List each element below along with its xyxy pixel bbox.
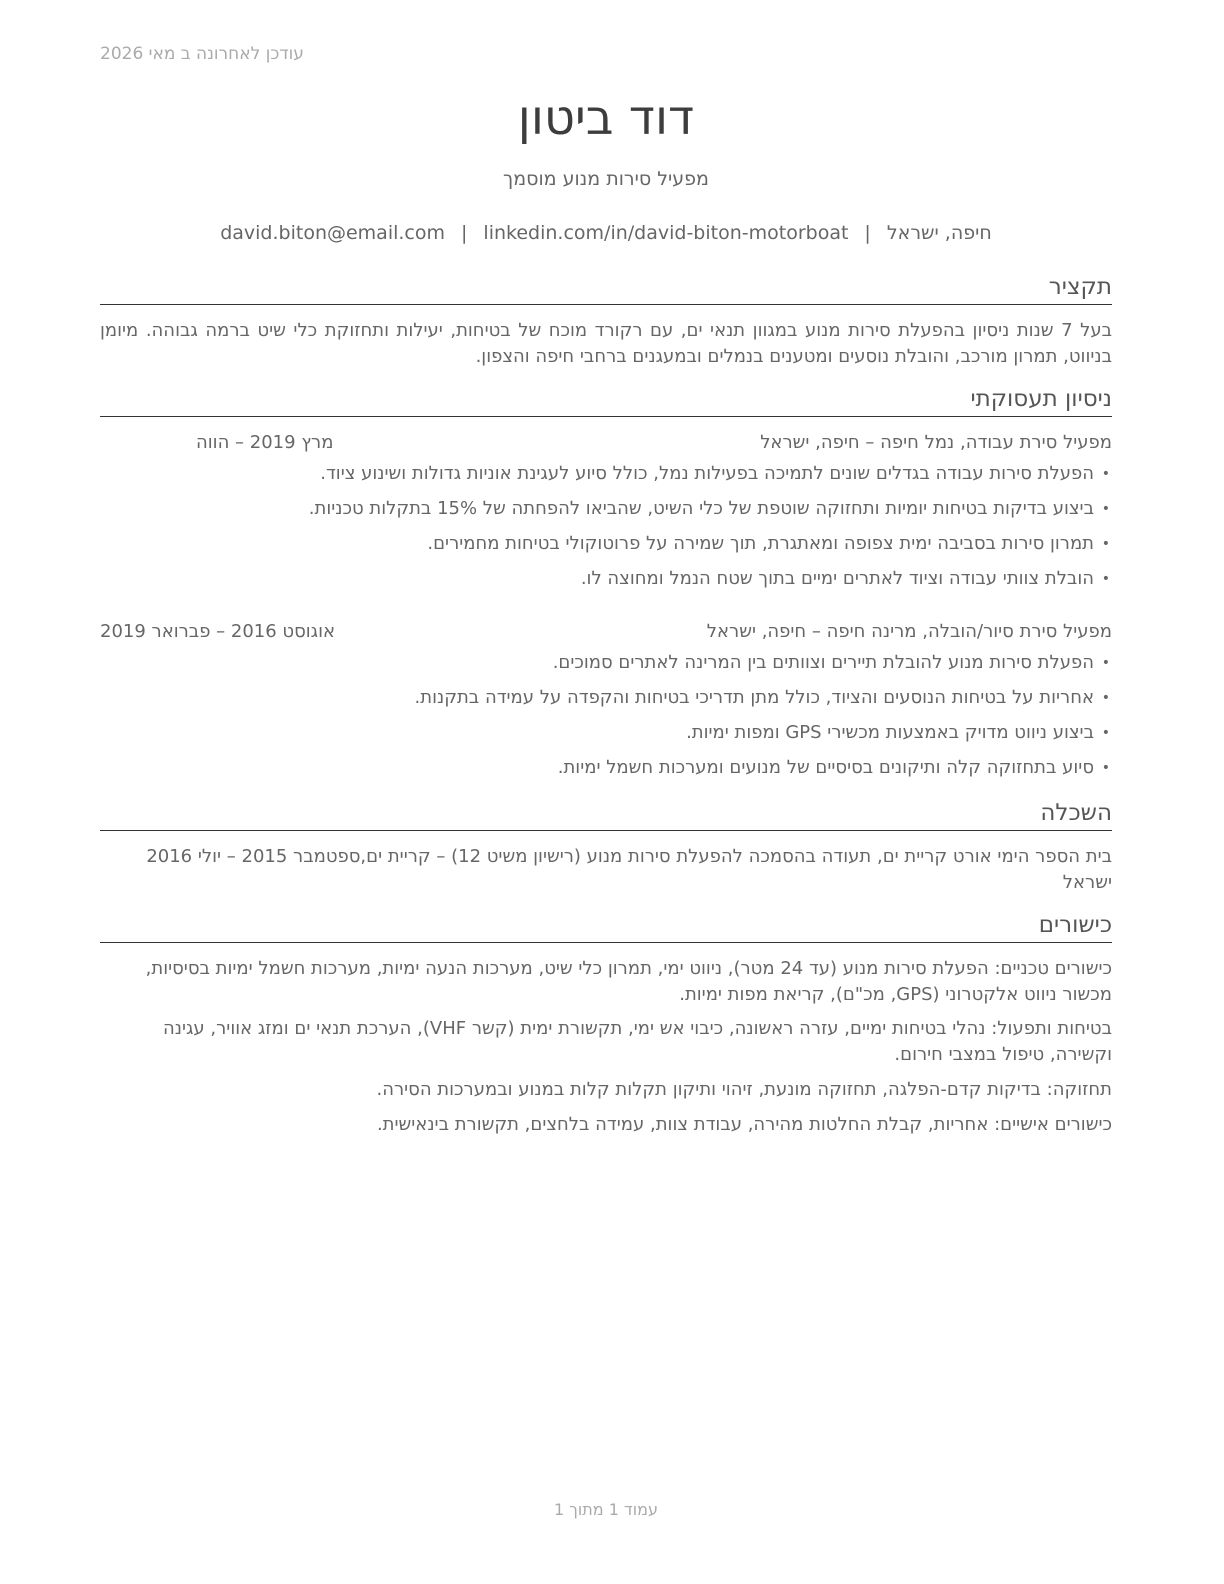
section-title-skills: כישורים bbox=[100, 910, 1112, 943]
contact-location: חיפה, ישראל bbox=[886, 222, 992, 244]
contact-email-link[interactable]: david.biton@email.com bbox=[220, 222, 446, 244]
list-item: • אחריות על בטיחות הנוסעים והציוד, כולל מתן תדריכי בטיחות והקפדה על עמידה בתקנות. bbox=[100, 685, 1112, 720]
list-item: • הפעלת סירות מנוע להובלת תיירים וצוותים בין המרינה לאתרים סמוכים. bbox=[100, 650, 1112, 685]
resume-page bbox=[100, 0, 1112, 1584]
job-title: מפעיל סירת סיור/הובלה, מרינה חיפה – חיפה, ישראל bbox=[706, 621, 1112, 642]
skill-item: כישורים אישיים: אחריות, קבלת החלטות מהירה, עבודת צוות, עמידה בלחצים, תקשורת בינאישית. bbox=[376, 1114, 1112, 1135]
skill-item: תחזוקה: בדיקות קדם-הפלגה, תחזוקה מונעת, זיהוי ותיקון תקלות קלות במנוע ובמערכות הסירה. bbox=[376, 1079, 1112, 1100]
section-title-education: השכלה bbox=[100, 798, 1112, 831]
education-entry: בית הספר הימי אורט קריית ים, תעודה בהסמכה להפעלת סירות מנוע (רישיון משיט 12) – קריית ים,ספטמבר 2015 – יולי 2016 ישראל bbox=[146, 846, 1112, 893]
contact-separator: | bbox=[864, 222, 871, 244]
job-title: מפעיל סירת עבודה, נמל חיפה – חיפה, ישראל bbox=[760, 432, 1112, 453]
list-item: • ביצוע בדיקות בטיחות יומיות ותחזוקה שוטפת של כלי השיט, שהביאו להפחתה של 15% בתקלות טכניות. bbox=[100, 496, 1112, 531]
section-title-summary: תקציר bbox=[100, 272, 1112, 305]
job-dates: אוגוסט 2016 – פברואר 2019 bbox=[100, 621, 336, 642]
page-number: עמוד 1 מתוך 1 bbox=[554, 1500, 658, 1519]
contact-linkedin-link[interactable]: linkedin.com/in/david-biton-motorboat bbox=[483, 222, 849, 244]
list-item: • הפעלת סירות עבודה בגדלים שונים לתמיכה בפעילות נמל, כולל סיוע לעגינת אוניות גדולות ושינוע ציוד. bbox=[100, 461, 1112, 496]
list-item: • תמרון סירות בסביבה ימית צפופה ומאתגרת, תוך שמירה על פרוטוקולי בטיחות מחמירים. bbox=[100, 531, 1112, 566]
section-title-experience: ניסיון תעסוקתי bbox=[100, 384, 1112, 417]
candidate-name: דוד ביטון bbox=[517, 90, 695, 146]
candidate-subtitle: מפעיל סירות מנוע מוסמך bbox=[503, 168, 709, 190]
contact-separator: | bbox=[461, 222, 468, 244]
list-item: • הובלת צוותי עבודה וציוד לאתרים ימיים בתוך שטח הנמל ומחוצה לו. bbox=[100, 566, 1112, 601]
job-dates: מרץ 2019 – הווה bbox=[196, 432, 334, 453]
job-bullets bbox=[100, 461, 1112, 601]
list-item: • ביצוע ניווט מדויק באמצעות מכשירי GPS ומפות ימיות. bbox=[100, 720, 1112, 755]
job-header bbox=[100, 430, 1112, 456]
skill-item: כישורים טכניים: הפעלת סירות מנוע (עד 24 מטר), ניווט ימי, תמרון כלי שיט, מערכות הנעה ימיות, מערכות חשמל ימיות בסיסיות, מכשור ניווט אלקטרוני (GPS, מכ"ם), קריאת מפות ימיות. bbox=[145, 958, 1112, 1005]
contact-line bbox=[100, 222, 1112, 244]
job-bullets bbox=[100, 650, 1112, 790]
skill-item: בטיחות ותפעול: נהלי בטיחות ימיים, עזרה ראשונה, כיבוי אש ימי, תקשורת ימית (קשר VHF), הערכת תנאי ים ומזג אוויר, עגינה וקשירה, טיפול במצבי חירום. bbox=[163, 1018, 1112, 1065]
summary-text: בעל 7 שנות ניסיון בהפעלת סירות מנוע במגוון תנאי ים, עם רקורד מוכח של בטיחות, יעילות ותחזוקת כלי שיט ברמה גבוהה. מיומן בניווט, תמרון מורכב, והובלת נוסעים ומטענים בנמלים ובמעגנים ברחבי חיפה והצפון. bbox=[100, 320, 1112, 367]
last-updated-note: עודכן לאחרונה ב מאי 2026 bbox=[100, 44, 304, 64]
job-header bbox=[100, 619, 1112, 645]
list-item: • סיוע בתחזוקה קלה ותיקונים בסיסיים של מנועים ומערכות חשמל ימיות. bbox=[100, 755, 1112, 790]
